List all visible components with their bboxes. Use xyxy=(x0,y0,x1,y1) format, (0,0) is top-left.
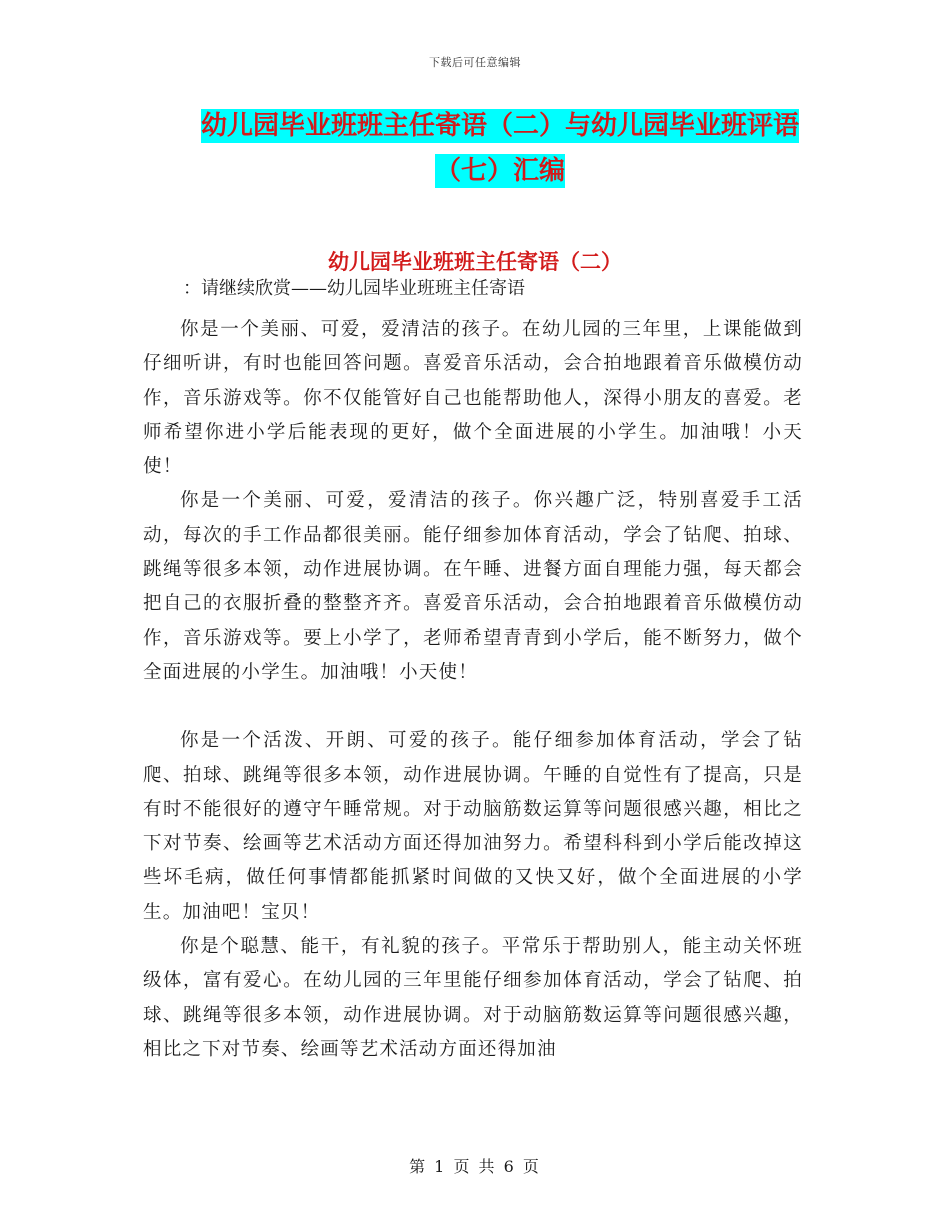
main-title-line1: 幼儿园毕业班班主任寄语（二）与幼儿园毕业班评语 xyxy=(200,111,799,141)
paragraph: 你是一个美丽、可爱，爱清洁的孩子。在幼儿园的三年里，上课能做到仔细听讲，有时也能回答问题。喜爱音乐活动，会合拍地跟着音乐做模仿动作，音乐游戏等。你不仅能管好自己也能帮助他人，深得小朋友的喜爱。老师希望你进小学后能表现的更好，做个全面进展的小学生。加油哦！小天使！ xyxy=(143,319,803,478)
page-footer: 第 1 页 共 6 页 xyxy=(409,1157,541,1176)
main-title-line2: （七）汇编 xyxy=(434,156,565,186)
intro-line: ：请继续欣赏——幼儿园毕业班班主任寄语 xyxy=(183,278,525,299)
section-title: 幼儿园毕业班班主任寄语（二） xyxy=(328,250,622,274)
paragraph: 你是一个美丽、可爱，爱清洁的孩子。你兴趣广泛，特别喜爱手工活动，每次的手工作品都很美丽。能仔细参加体育活动，学会了钻爬、拍球、跳绳等很多本领，动作进展协调。在午睡、进餐方面自理能力强，每天都会把自己的衣服折叠的整整齐齐。喜爱音乐活动，会合拍地跟着音乐做模仿动作，音乐游戏等。要上小学了，老师希望青青到小学后，能不断努力，做个全面进展的小学生。加油哦！小天使！ xyxy=(143,490,803,683)
body-text xyxy=(143,313,803,1067)
paragraph: 你是个聪慧、能干，有礼貌的孩子。平常乐于帮助别人，能主动关怀班级体，富有爱心。在幼儿园的三年里能仔细参加体育活动，学会了钻爬、拍球、跳绳等很多本领，动作进展协调。对于动脑筋数运算等问题很感兴趣，相比之下对节奏、绘画等艺术活动方面还得加油 xyxy=(143,936,803,1060)
main-title xyxy=(140,104,860,194)
paragraph: 你是一个活泼、开朗、可爱的孩子。能仔细参加体育活动，学会了钻爬、拍球、跳绳等很多本领，动作进展协调。午睡的自觉性有了提高，只是有时不能很好的遵守午睡常规。对于动脑筋数运算等问题很感兴趣，相比之下对节奏、绘画等艺术活动方面还得加油努力。希望科科到小学后能改掉这些坏毛病，做任何事情都能抓紧时间做的又快又好，做个全面进展的小学生。加油吧！宝贝！ xyxy=(143,730,803,923)
header-note: 下载后可任意编辑 xyxy=(429,56,521,69)
